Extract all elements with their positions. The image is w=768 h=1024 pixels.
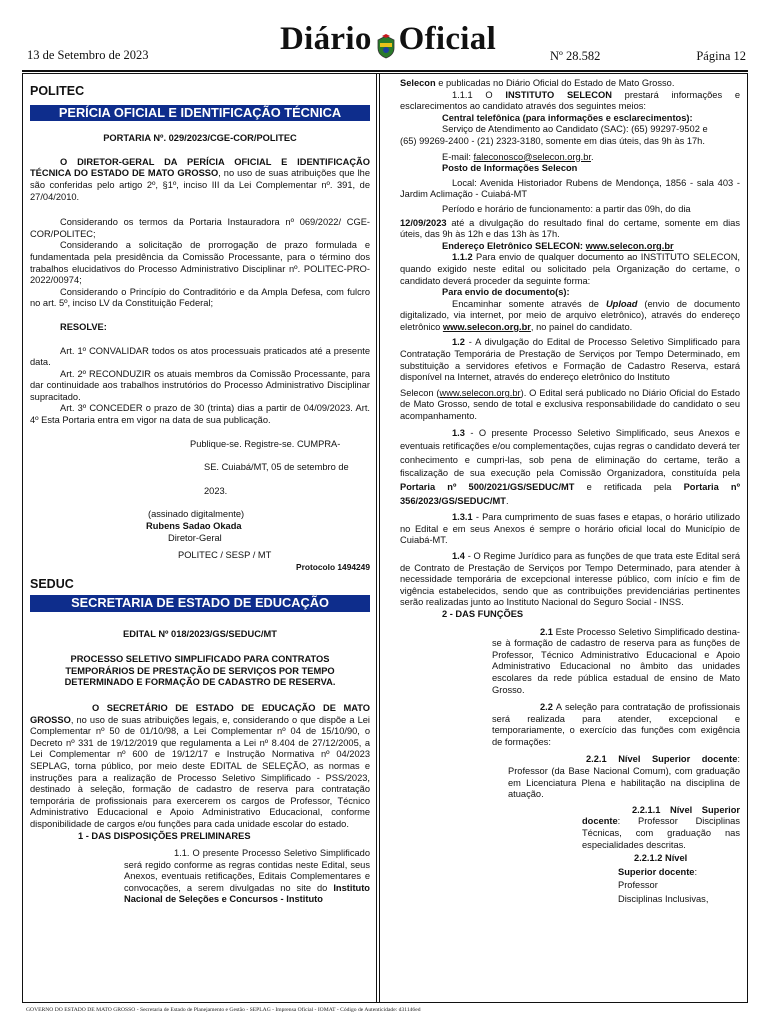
issue-number: Nº 28.582 — [550, 49, 601, 63]
page-number: Página 12 — [696, 49, 746, 63]
selecon-publicadas: Selecon e publicadas no Diário Oficial do Estado de Mato Grosso. — [400, 78, 675, 88]
top-rule — [22, 70, 748, 72]
article-2: Art. 2º RECONDUZIR os atuais membros da Comissão Processante, para dar continuidade aos trabalhos instrutórios do Processo Administrativo Disciplinar supracitado. — [30, 368, 370, 402]
item-1-1-2: 1.1.2 Para envio de qualquer documento ao INSTITUTO SELECON, quando exigido neste edital ou solicitado pela Organização do certame, o candidato deverá proceder da seguinte forma: — [400, 252, 740, 286]
processo-title: PROCESSO SELETIVO SIMPLIFICADO PARA CONTRATOS TEMPORÁRIOS DE PRESTAÇÃO DE SERVIÇOS POR TEMPO DETERMINADO E FORMAÇÃO DE CADASTRO DE RESERVA. — [64, 654, 336, 688]
column-divider-second — [379, 74, 380, 1002]
left-border — [22, 74, 23, 1002]
right-column — [400, 78, 740, 906]
right-border — [747, 74, 748, 1002]
item-2-1: 2.1 Este Processo Seletivo Simplificado destina-se à formação de cadastro de reserva para as funções de Professor, Técnico Administrativo Educacional e Apoio Administrativo Educacional no âmbito das unidades escolares da rede pública estadual de ensino de Mato Grosso. — [492, 626, 740, 695]
endereco-line: Endereço Eletrônico SELECON: www.selecon.org.br — [442, 240, 674, 251]
title-right: Oficial — [398, 21, 497, 57]
considerando-3: Considerando o Princípio do Contraditório e da Ampla Defesa, com fulcro no art. 5º, inciso LV da Constituição Federal; — [30, 286, 370, 309]
central-telefonica: Central telefônica (para informações e esclarecimentos): — [442, 112, 693, 123]
item-1-1: 1.1. O presente Processo Seletivo Simplificado será regido conforme as regras contidas neste Edital, seus Anexos, eventuais retificações, Editais Complementares e convocações, a serem divulgadas no site do Instituto Nacional de Seleções e Concursos - Instituto — [124, 848, 370, 905]
seduc-banner: SECRETARIA DE ESTADO DE EDUCAÇÃO — [30, 595, 370, 612]
considerando-2: Considerando a solicitação de prorrogação de prazo formulada e fundamentada pela presidência da Comissão Processante, para o término dos trabalhos elucidativos do Processo Administrativo Disciplinar nº. POLITEC-PRO-2022/00974; — [30, 240, 370, 286]
resolve-heading: RESOLVE: — [60, 321, 107, 332]
envio-heading: Para envio de documento(s): — [442, 287, 570, 298]
disposicoes-heading: 1 - DAS DISPOSIÇÕES PRELIMINARES — [78, 830, 251, 841]
selecon-site-link[interactable]: www.selecon.org.br — [585, 240, 674, 251]
publique-line: Publique-se. Registre-se. CUMPRA- — [190, 438, 341, 449]
politec-intro: O DIRETOR-GERAL DA PERÍCIA OFICIAL E IDENTIFICAÇÃO TÉCNICA DO ESTADO DE MATO GROSSO, no uso de suas atribuições que lhe são conferidas pelo artigo 2º, §1º, inciso III da Lei Complementar nº. 391, de 27/04/2010. — [30, 156, 370, 202]
email-link[interactable]: faleconosco@selecon.org.br — [473, 151, 591, 162]
protocolo: Protocolo 1494249 — [295, 561, 370, 572]
item-1-3: 1.3 - O presente Processo Seletivo Simplificado, seus Anexos e eventuais retificações e/ou complementações, cujas regras o candidato deverá ter conhecimento e cumpri-las, sob pena de eliminação do certame, terão a fiscalização de sua execução pela Comissão Organizadora, constituída pela Portaria nº 500/2021/GS/SEDUC/MT e retificada pela Portaria nº 356/2023/GS/SEDUC/MT. — [400, 427, 740, 506]
item-1-2: 1.2 - A divulgação do Edital de Processo Seletivo Simplificado para Contratação Temporária de Prestação de Serviços por Tempo Determinado, em substituição a servidores efetivos e Formação de Cadastro Reserva, estará disponível na Internet, através do endereço eletrônico do Instituto — [400, 337, 740, 383]
sac-line: Serviço de Atendimento ao Candidato (SAC): (65) 99297-9502 e — [442, 124, 708, 135]
bottom-rule — [22, 1002, 748, 1003]
considerando-1: Considerando os termos da Portaria Instauradora nº 069/2022/ CGE-COR/POLITEC; — [30, 217, 370, 239]
phones-line: (65) 99269-2400 - (21) 2323-3180, somente em dias úteis, das 9h às 17h. — [400, 135, 705, 146]
portaria-title: PORTARIA Nº. 029/2023/CGE-COR/POLITEC — [103, 133, 297, 144]
masthead — [22, 21, 748, 72]
item-2-2-1-1: 2.2.1.1 Nível Superior docente: Professor Disciplinas Técnicas, com graduação nas especialidades descritas. — [582, 804, 740, 850]
section-seduc: SEDUC — [30, 577, 74, 592]
secretario-paragraph: O SECRETÁRIO DE ESTADO DE EDUCAÇÃO DE MATO GROSSO, no uso de suas atribuições legais, e, considerando o que dispõe a Lei Complementar nº 50 de 01/10/98, a Lei Complementar nº 04 de 15/10/90, o Decreto nº 331 de 19/12/2019 que regulamenta a Lei nº 8.404 de 27/12/2005, a Lei Complementar nº 600 de 19/12/17 e Instrução Normativa nº 04/2023 SEPLAG, torna público, por meio deste EDITAL de SELEÇÃO, as normas e instruções para a realização de Processo Seletivo Simplificado - PSS/2023, destinado à seleção, formação de cadastro de reserva para contratação temporária de profissionais para exercerem os cargos de Professor, Técnico Administrativo Educacional e Apoio Administrativo Educacional, conforme disponibilidade de cargos e/ou funções para cada unidade escolar do estado. — [30, 702, 370, 829]
edital-title: EDITAL Nº 018/2023/GS/SEDUC/MT — [123, 628, 277, 639]
periodo-line: Período e horário de funcionamento: a partir das 09h, do dia — [442, 203, 691, 214]
selecon-site-link-2[interactable]: www.selecon.org.br — [442, 321, 531, 332]
newspaper-title — [280, 21, 497, 60]
periodo-dates: 12/09/2023 até a divulgação do resultado final do certame, somente em dias úteis, das 9h às 12h e das 13h às 17h. — [400, 217, 740, 240]
top-rule-thin — [22, 73, 748, 74]
title-left: Diário — [280, 21, 372, 57]
funcoes-heading: 2 - DAS FUNÇÕES — [442, 608, 524, 619]
year-line: 2023. — [204, 485, 228, 496]
item-2-2-1: 2.2.1 Nível Superior docente: Professor (da Base Nacional Comum), com graduação em Licenciatura Plena e habilitação na disciplina de atuação. — [508, 754, 740, 800]
politec-banner: PERÍCIA OFICIAL E IDENTIFICAÇÃO TÉCNICA — [30, 105, 370, 122]
item-1-2-cont: Selecon (www.selecon.org.br). O Edital será publicado no Diário Oficial do Estado de Mato Grosso, sendo de total e exclusiva responsabilidade do candidato o seu acompanhamento. — [400, 387, 740, 422]
posto-heading: Posto de Informações Selecon — [442, 163, 578, 174]
left-column — [30, 78, 370, 906]
item-1-3-1: 1.3.1 - Para cumprimento de suas fases e etapas, o horário utilizado no Edital e em seus Anexos é sempre o horário oficial local do Município de Cuiabá-MT. — [400, 512, 740, 546]
signer-role: Diretor-Geral — [168, 532, 222, 543]
column-divider — [376, 74, 377, 1002]
signer-org: POLITEC / SESP / MT — [178, 550, 272, 561]
item-2-2-1-2: 2.2.1.2 Nível Superior docente: Professor Disciplinas Inclusivas, — [618, 853, 709, 904]
local-date-line: SE. Cuiabá/MT, 05 de setembro de — [204, 462, 349, 473]
selecon-site-link-3[interactable]: www.selecon.org.br — [439, 387, 521, 398]
state-coat-of-arms-icon — [374, 34, 398, 60]
item-1-1-1: 1.1.1 O INSTITUTO SELECON prestará informações e esclarecimentos ao candidato através dos seguintes meios: — [400, 89, 740, 112]
issue-date: 13 de Setembro de 2023 — [27, 48, 149, 62]
item-2-2: 2.2 A seleção para contratação de profissionais será realizada para atender, excepcional e temporariamente, o exercício das funções com exigência de formações: — [492, 702, 740, 747]
signature-note: (assinado digitalmente) — [148, 509, 245, 520]
article-3: Art. 3º CONCEDER o prazo de 30 (trinta) dias a partir de 04/09/2023. Art. 4º Esta Portaria entra em vigor na data de sua publicação. — [30, 403, 370, 426]
email-line: E-mail: faleconosco@selecon.org.br. — [442, 151, 594, 162]
encaminhar-paragraph: Encaminhar somente através de Upload (envio de documento digitalizado, via internet, por meio de arquivo eletrônico), através do endereço eletrônico www.selecon.org.br, no painel do candidato. — [400, 298, 740, 332]
section-politec: POLITEC — [30, 84, 85, 98]
item-1-4: 1.4 - O Regime Jurídico para as funções de que trata este Edital será de Contrato de Prestação de Serviços por Tempo Determinado, para atender à necessidade temporária de excepcional interesse público, com início e fim de vigência estabelecidos, sendo que as contribuições previdenciárias pertinentes serão realizadas junto ao Instituto Nacional do Seguro Social - INSS. — [400, 550, 740, 608]
article-1: Art. 1º CONVALIDAR todos os atos processuais praticados até a presente data. — [30, 345, 370, 368]
page-footer: GOVERNO DO ESTADO DE MATO GROSSO - Secretaria de Estado de Planejamento e Gestão - SEPLAG - Imprensa Oficial - IOMAT - Código de Autenticidade: d31146ed — [26, 1007, 421, 1013]
posto-local: Local: Avenida Historiador Rubens de Mendonça, 1856 - sala 403 - Jardim Aclimação - Cuiabá-MT — [400, 177, 740, 200]
signer-name: Rubens Sadao Okada — [146, 521, 242, 532]
